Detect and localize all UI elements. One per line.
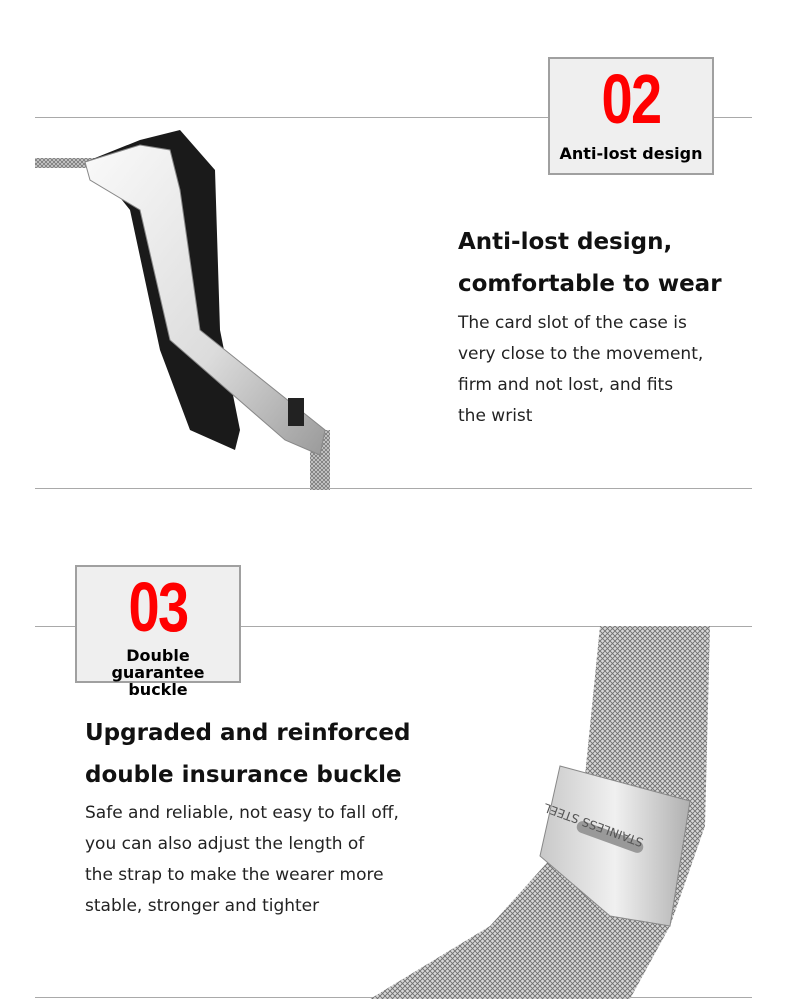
feature-badge-label (77, 647, 239, 698)
badge-label-line: Double guarantee (111, 646, 205, 682)
feature-description (458, 308, 703, 432)
title-line: double insurance buckle (85, 762, 402, 788)
badge-label-line: buckle (128, 680, 188, 699)
description-line: you can also adjust the length of (85, 834, 365, 854)
feature-title (458, 221, 722, 305)
description-line: the wrist (458, 406, 533, 426)
description-line: the strap to make the wearer more (85, 865, 384, 885)
feature-badge-label: Anti-lost design (559, 144, 703, 163)
title-line: comfortable to wear (458, 271, 722, 297)
feature-badge-03 (75, 565, 241, 699)
feature-badge-02 (548, 57, 714, 175)
feature-description (85, 798, 399, 922)
title-line: Anti-lost design, (458, 229, 673, 255)
description-line: The card slot of the case is (458, 313, 687, 333)
watch-case-image (30, 130, 350, 490)
description-line: very close to the movement, (458, 344, 704, 364)
feature-number: 03 (128, 568, 188, 646)
description-line: Safe and reliable, not easy to fall off, (85, 803, 399, 823)
feature-title (85, 712, 410, 796)
description-line: firm and not lost, and fits (458, 375, 674, 395)
mesh-buckle-image (370, 626, 715, 999)
buckle-engraving: STAINLESS STEEL (541, 800, 646, 850)
description-line: stable, stronger and tighter (85, 896, 320, 916)
feature-number: 02 (601, 60, 661, 138)
title-line: Upgraded and reinforced (85, 720, 411, 746)
